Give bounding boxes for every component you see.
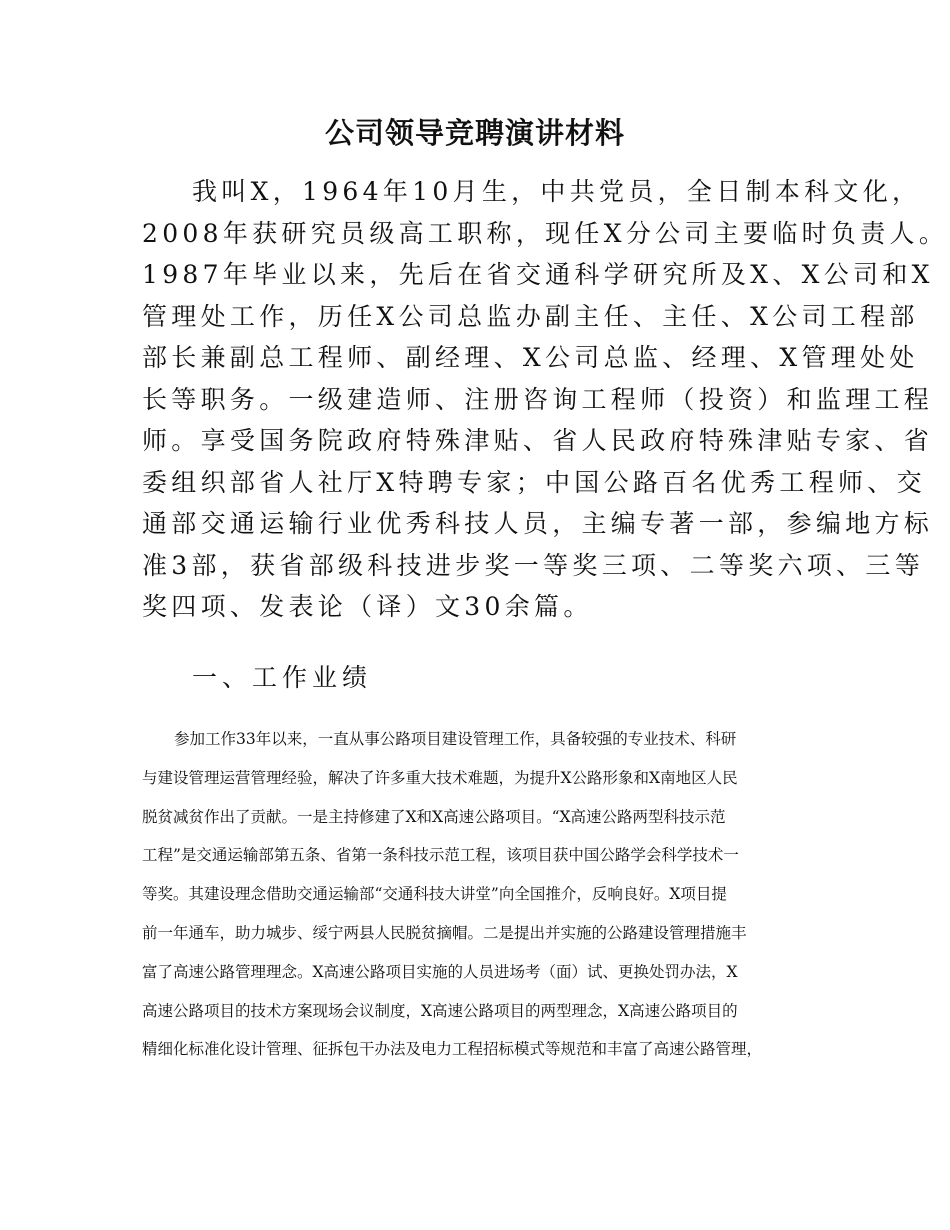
body-line: 精细化标准化设计管理、征拆包干办法及电力工程招标模式等规范和丰富了高速公路管理， [142, 1040, 763, 1059]
work-achievements-paragraph [142, 720, 822, 1069]
intro-line: 部长兼副总工程师、副经理、X公司总监、经理、X管理处处 [142, 343, 919, 372]
body-line: 脱贫减贫作出了贡献。一是主持修建了X和X高速公路项目。“X高速公路两型科技示范 [142, 807, 726, 826]
intro-paragraph [142, 171, 949, 628]
section-heading: 一、工作业绩 [192, 663, 373, 692]
body-line: 高速公路项目的技术方案现场会议制度，X高速公路项目的两型理念，X高速公路项目的 [142, 1001, 738, 1020]
body-line: 前一年通车，助力城步、绥宁两县人民脱贫摘帽。二是提出并实施的公路建设管理措施丰 [142, 923, 747, 942]
intro-line: 师。享受国务院政府特殊津贴、省人民政府特殊津贴专家、省 [142, 426, 934, 455]
intro-line: 委组织部省人社厅X特聘专家；中国公路百名优秀工程师、交 [142, 467, 926, 497]
intro-line: 通部交通运输行业优秀科技人员，主编专著一部，参编地方标 [142, 509, 934, 538]
body-line: 与建设管理运营管理经验，解决了许多重大技术难题，为提升X公路形象和X南地区人民 [142, 768, 738, 787]
intro-line: 1987年毕业以来，先后在省交通科学研究所及X、X公司和X [142, 260, 934, 289]
intro-line: 2008年获研究员级高工职称，现任X分公司主要临时负责人。 [142, 218, 949, 248]
intro-line: 我叫X，1964年10月生，中共党员，全日制本科文化， [192, 177, 922, 206]
intro-line: 奖四项、发表论（译）文30余篇。 [142, 592, 593, 621]
body-line: 工程”是交通运输部第五条、省第一条科技示范工程，该项目获中国公路学会科学技术一 [142, 846, 739, 865]
intro-line: 管理处工作，历任X公司总监办副主任、主任、X公司工程部 [142, 301, 919, 331]
body-line: 等奖。其建设理念借助交通运输部“交通科技大讲堂”向全国推介，反响良好。X项目提 [142, 885, 727, 904]
intro-line: 长等职务。一级建造师、注册咨询工程师（投资）和监理工程 [142, 384, 934, 414]
body-line: 参加工作33年以来，一直从事公路项目建设管理工作，具备较强的专业技术、科研 [174, 730, 737, 748]
document-title: 公司领导竞聘演讲材料 [324, 116, 625, 150]
body-line: 富了高速公路管理理念。X高速公路项目实施的人员进场考（面）试、更换处罚办法，X [142, 962, 738, 981]
intro-line: 准3部，获省部级科技进步奖一等奖三项、二等奖六项、三等 [142, 550, 925, 580]
